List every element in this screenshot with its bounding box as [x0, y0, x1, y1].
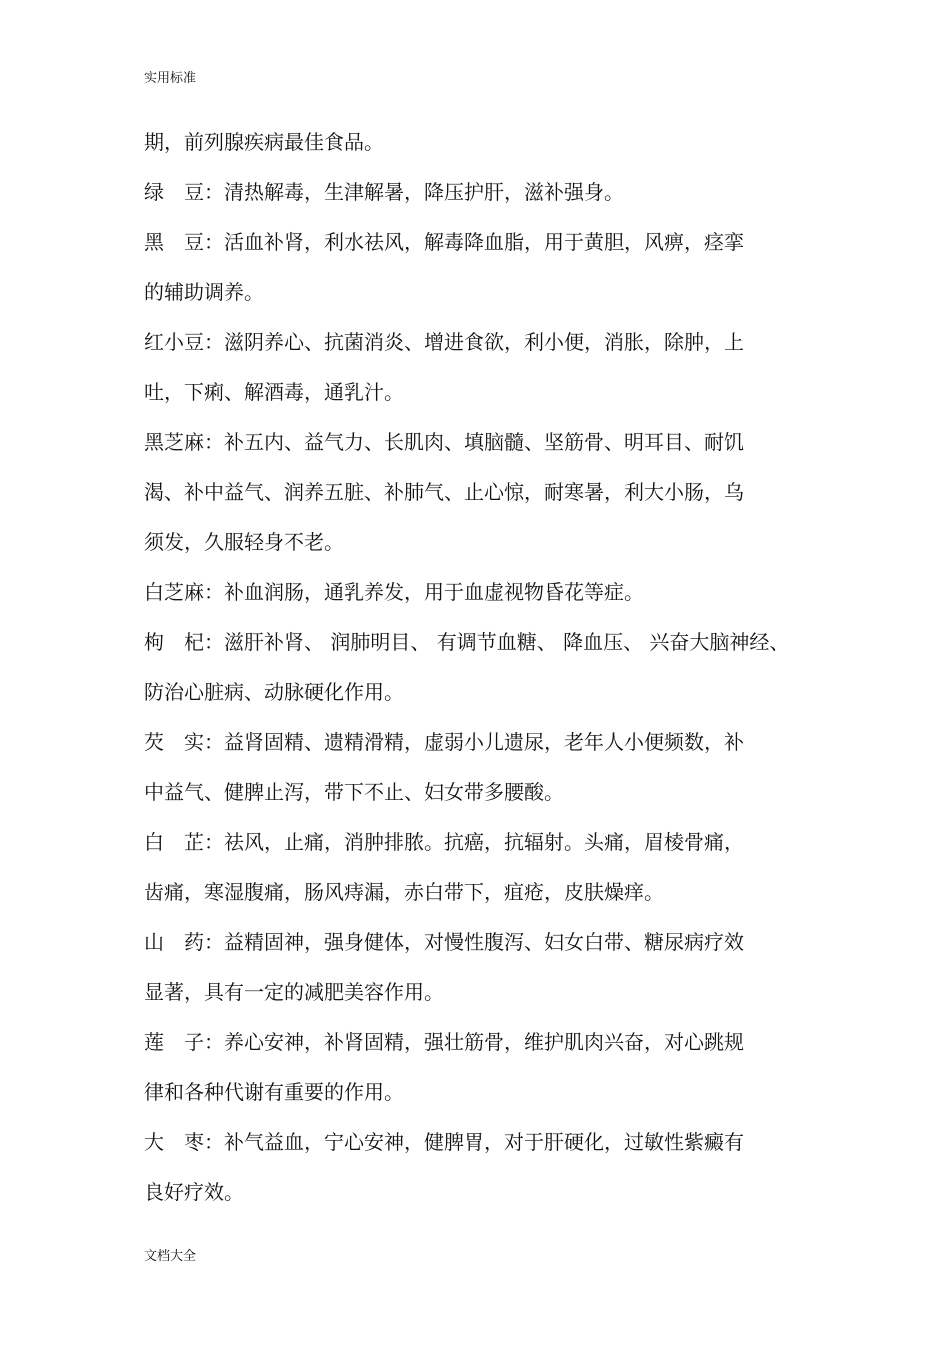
- text-line: 莲 子：养心安神，补肾固精，强壮筋骨，维护肌肉兴奋，对心跳规: [144, 1030, 744, 1054]
- page-footer: 文档大全: [144, 1249, 197, 1264]
- text-line: 良好疗效。: [144, 1180, 244, 1204]
- text-line: 芡 实：益肾固精、遗精滑精，虚弱小儿遗尿，老年人小便频数，补: [144, 730, 744, 754]
- text-line: 防治心脏病、动脉硬化作用。: [144, 680, 404, 704]
- text-line: 期，前列腺疾病最佳食品。: [144, 130, 384, 154]
- page-header: 实用标准: [144, 71, 197, 86]
- text-line: 律和各种代谢有重要的作用。: [144, 1080, 404, 1104]
- text-line: 的辅助调养。: [144, 280, 264, 304]
- text-line: 白 芷：祛风，止痛，消肿排脓。抗癌，抗辐射。头痛，眉棱骨痛，: [144, 830, 744, 854]
- text-line: 黑 豆：活血补肾，利水祛风，解毒降血脂，用于黄胆，风痹，痉挛: [144, 230, 744, 254]
- text-line: 渴、补中益气、润养五脏、补肺气、止心惊，耐寒暑，利大小肠，乌: [144, 480, 744, 504]
- text-line: 黑芝麻：补五内、益气力、长肌肉、填脑髓、坚筋骨、明耳目、耐饥: [144, 430, 744, 454]
- text-line: 红小豆：滋阴养心、抗菌消炎、增进食欲，利小便，消胀，除肿，上: [144, 330, 744, 354]
- text-line: 吐，下痢、解酒毒，通乳汁。: [144, 380, 404, 404]
- text-line: 山 药：益精固神，强身健体，对慢性腹泻、妇女白带、糖尿病疗效: [144, 930, 744, 954]
- text-line: 显著，具有一定的减肥美容作用。: [144, 980, 444, 1004]
- text-line: 枸 杞：滋肝补肾、 润肺明目、 有调节血糖、 降血压、 兴奋大脑神经、: [144, 630, 790, 654]
- text-line: 大 枣：补气益血，宁心安神，健脾胃，对于肝硬化，过敏性紫癜有: [144, 1130, 744, 1154]
- text-line: 须发，久服轻身不老。: [144, 530, 344, 554]
- text-line: 白芝麻：补血润肠，通乳养发，用于血虚视物昏花等症。: [144, 580, 644, 604]
- text-line: 中益气、健脾止泻，带下不止、妇女带多腰酸。: [144, 780, 564, 804]
- text-line: 齿痛，寒湿腹痛，肠风痔漏，赤白带下，疽疮，皮肤燥痒。: [144, 880, 664, 904]
- text-line: 绿 豆：清热解毒，生津解暑，降压护肝，滋补强身。: [144, 180, 624, 204]
